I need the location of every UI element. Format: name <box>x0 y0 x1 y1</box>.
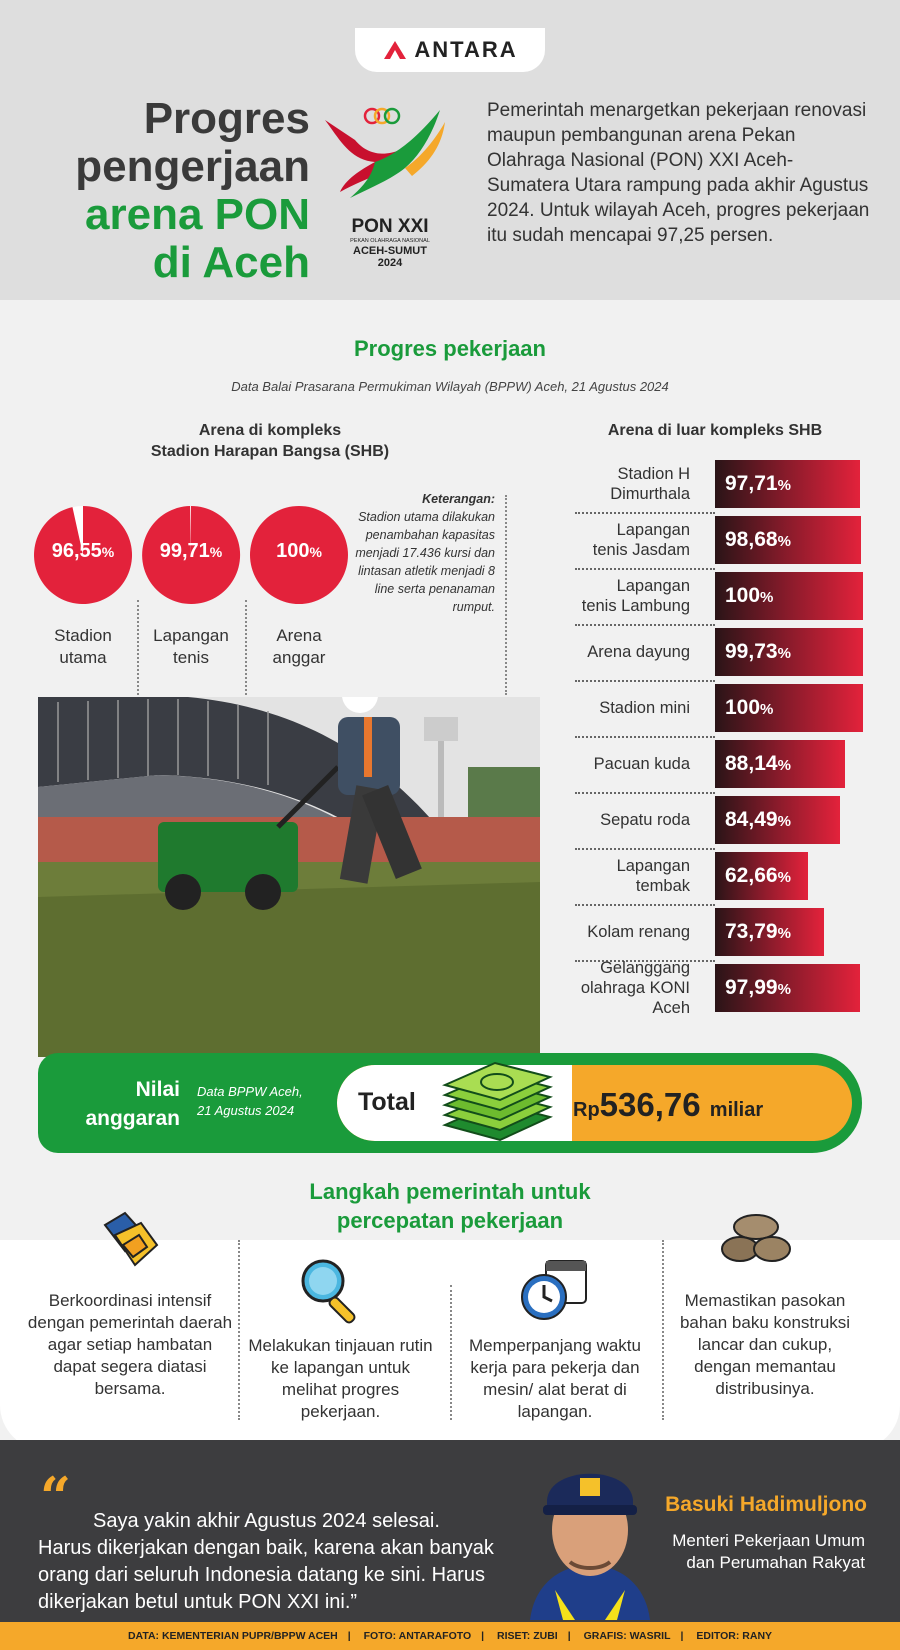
divider <box>238 1240 240 1420</box>
bar-value: 98,68% <box>725 528 791 551</box>
divider <box>450 1285 452 1420</box>
bar-label: Stadion H Dimurthala <box>610 464 690 503</box>
bar-value: 99,73% <box>725 640 791 663</box>
bar-row <box>545 903 875 960</box>
budget-title: Nilai anggaran <box>85 1078 180 1130</box>
money-stack-icon <box>440 1055 555 1150</box>
person-title: Menteri Pekerjaan Umum dan Perumahan Rakyat <box>672 1531 865 1572</box>
quote-text: Saya yakin akhir Agustus 2024 selesai. Harus dikerjakan dengan baik, karena akan banyak orang dari seluruh Indonesia datang ke sini. Harus dikerjakan betul untuk PON XXI ini.” <box>38 1510 494 1613</box>
credits-footer: DATA: KEMENTERIAN PUPR/BPPW ACEH | FOTO: ANTARAFOTO | RISET: ZUBI | GRAFIS: WASRIL | EDITOR: RANY <box>0 1622 900 1650</box>
person-name: Basuki Hadimuljono <box>665 1493 867 1516</box>
intro-text: Pemerintah menargetkan pekerjaan renovasi maupun pembangunan arena Pekan Olahraga Nasional (PON) XXI Aceh-Sumatera Utara rampung pada akhir Agustus 2024. Untuk wilayah Aceh, progres pekerjaan itu sudah mencapai 97,25 persen. <box>487 100 870 246</box>
bar-value: 84,49% <box>725 808 791 831</box>
bar-label: Arena dayung <box>587 642 690 661</box>
progress-title: Progres pekerjaan <box>354 336 546 361</box>
bar-value: 88,14% <box>725 752 791 775</box>
bar-value: 97,99% <box>725 976 791 999</box>
step-text-2: Melakukan tinjauan rutin ke lapangan untuk melihat progres pekerjaan. <box>248 1336 433 1421</box>
bar-label: Sepatu roda <box>600 810 690 829</box>
credit-foto: FOTO: ANTARAFOTO <box>363 1630 472 1642</box>
pon-xxi-logo <box>320 100 460 280</box>
credit-data: DATA: KEMENTERIAN PUPR/BPPW ACEH <box>127 1630 338 1642</box>
pie-name-arena-anggar: Arena anggar <box>272 626 326 667</box>
bar-row <box>545 959 875 1016</box>
svg-text:2024: 2024 <box>377 257 403 269</box>
bar-row <box>545 623 875 680</box>
bar-label: Lapangan tembak <box>616 856 690 895</box>
divider <box>505 495 507 695</box>
step-text-1: Berkoordinasi intensif dengan pemerintah daerah agar setiap hambatan dapat segera diatasi bersama. <box>27 1291 233 1398</box>
pie-value-stadion-utama: 96,55% <box>51 540 115 562</box>
bar-label: Gelanggang olahraga KONI Aceh <box>580 958 690 1017</box>
stadium-worker-photo <box>38 697 540 1057</box>
budget-amount: Rp536,76 miliar <box>573 1086 764 1123</box>
svg-text:PON XXI: PON XXI <box>351 216 429 237</box>
bar-label: Pacuan kuda <box>593 754 690 773</box>
bar-row <box>545 567 875 624</box>
bar-label: Lapangan tenis Jasdam <box>592 520 690 559</box>
step-text-3: Memperpanjang waktu kerja para pekerja dan mesin/ alat berat di lapangan. <box>469 1336 641 1421</box>
divider <box>245 600 247 695</box>
bar-value: 100% <box>725 584 774 607</box>
bar-label: Stadion mini <box>599 698 690 717</box>
pie-value-arena-anggar: 100% <box>276 540 322 562</box>
shb-heading: Arena di kompleks Stadion Harapan Bangsa (SHB) <box>150 422 390 460</box>
page-title: Progres pengerjaan arena PON di Aceh <box>75 94 310 287</box>
magnifier-icon <box>295 1255 367 1327</box>
antara-logo-icon <box>382 39 408 61</box>
bar-row <box>545 455 875 512</box>
credit-riset: RISET: ZUBI <box>497 1630 558 1642</box>
antara-logo[interactable] <box>355 28 545 72</box>
bar-row <box>545 847 875 904</box>
credit-editor: EDITOR: RANY <box>696 1630 773 1642</box>
handshake-icon <box>95 1205 167 1277</box>
pie-name-lapangan-tenis: Lapangan tenis <box>153 626 229 667</box>
progress-source: Data Balai Prasarana Permukiman Wilayah (BPPW) Aceh, 21 Agustus 2024 <box>231 379 669 394</box>
budget-source: Data BPPW Aceh, 21 Agustus 2024 <box>197 1084 303 1118</box>
sandbags-icon <box>720 1205 792 1277</box>
bar-row <box>545 735 875 792</box>
brand-name: ANTARA <box>414 37 518 62</box>
svg-text:PEKAN OLAHRAGA NASIONAL: PEKAN OLAHRAGA NASIONAL <box>350 238 430 244</box>
bar-row <box>545 511 875 568</box>
bar-value: 73,79% <box>725 920 791 943</box>
bar-value: 100% <box>725 696 774 719</box>
pie-value-lapangan-tenis: 99,71% <box>159 540 223 562</box>
steps-title: Langkah pemerintah untuk percepatan pekerjaan <box>309 1179 591 1233</box>
bar-label: Lapangan tenis Lambung <box>581 576 690 615</box>
pie-name-stadion-utama: Stadion utama <box>54 626 112 667</box>
note-box: Keterangan: Stadion utama dilakukan penambahan kapasitas menjadi 17.436 kursi dan lintasan atletik menjadi 8 line serta penanaman rumput. <box>355 492 495 614</box>
divider <box>137 600 139 695</box>
credit-grafis: GRAFIS: WASRIL <box>583 1630 671 1642</box>
quote-mark-icon: “ <box>40 1465 72 1529</box>
bar-row <box>545 791 875 848</box>
bar-value: 62,66% <box>725 864 791 887</box>
svg-text:ACEH-SUMUT: ACEH-SUMUT <box>353 245 427 257</box>
bar-row <box>545 679 875 736</box>
clock-calendar-icon <box>518 1255 590 1327</box>
bar-value: 97,71% <box>725 472 791 495</box>
outer-heading: Arena di luar kompleks SHB <box>607 422 823 439</box>
step-text-4: Memastikan pasokan bahan baku konstruksi lancar dan cukup, dengan memantau distribusinya. <box>679 1291 851 1398</box>
budget-total-label: Total <box>358 1088 416 1116</box>
divider <box>662 1240 664 1420</box>
bar-label: Kolam renang <box>587 922 690 941</box>
